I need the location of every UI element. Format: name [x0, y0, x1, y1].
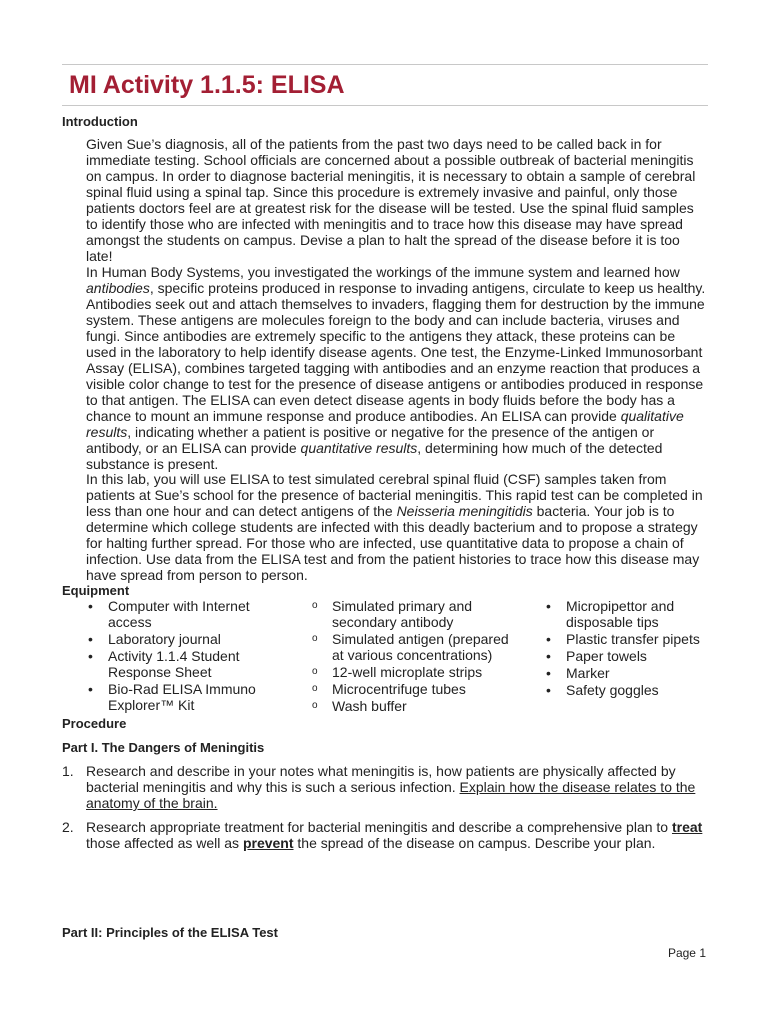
equipment-list-1	[86, 598, 276, 714]
equipment-item: • Plastic transfer pipets	[544, 631, 719, 647]
part-1-heading: Part I. The Dangers of Meningitis	[62, 740, 265, 755]
title-rule	[62, 105, 708, 106]
equipment-list-3	[544, 598, 719, 699]
term-neisseria: Neisseria meningitidis	[396, 503, 533, 519]
procedure-heading: Procedure	[62, 716, 127, 731]
equipment-item: o 12-well microplate strips	[310, 664, 515, 680]
step-number: 1.	[62, 763, 74, 779]
equipment-item: o Simulated antigen (prepared at various concentrations)	[310, 631, 515, 663]
intro-paragraph-2: In Human Body Systems, you investigated the workings of the immune system and learned how antibodies, specific proteins produced in response to invading antigens, circulate to keep us healthy. Antibodies seek out and attach themselves to invaders, flagging them for destruction by the immune system. These antigens are molecules foreign to the body and can include bacteria, viruses and fungi. Since antibodies are extremely specific to the antigens they attack, these proteins can be used in the laboratory to help identify disease agents. One test, the Enzyme-Linked Immunosorbant Assay (ELISA), combines targeted tagging with antibodies and an enzyme reaction that produces a visible color change to test for the presence of disease antigens or antibodies produced in response to that antigen. The ELISA can even detect disease agents in body fluids before the body has a chance to mount an immune response and produce antibodies. An ELISA can provide qualitative results, indicating whether a patient is positive or negative for the presence of the antigen or antibody, or an ELISA can provide quantitative results, determining how much of the detected substance is present.	[86, 264, 706, 472]
introduction-heading: Introduction	[62, 114, 138, 129]
step-number: 2.	[62, 819, 74, 835]
page-number: Page 1	[667, 946, 706, 960]
equipment-item: • Micropipettor and disposable tips	[544, 598, 719, 630]
equipment-item: • Safety goggles	[544, 682, 719, 698]
term-antibodies: antibodies	[86, 280, 150, 296]
intro-paragraph-1: Given Sue’s diagnosis, all of the patients from the past two days need to be called back in for immediate testing. School officials are concerned about a possible outbreak of bacterial meningitis on campus. In order to diagnose bacterial meningitis, it is necessary to obtain a sample of cerebral spinal fluid using a spinal tap. Since this procedure is extremely invasive and painful, only those patients doctors feel are at greatest risk for the disease will be tested. Use the spinal fluid samples to identify those who are infected with meningitis and to trace how this disease may have spread amongst the students on campus. Devise a plan to halt the spread of the disease before it is too late!	[86, 136, 696, 264]
procedure-step-1: 1. Research and describe in your notes what meningitis is, how patients are physically affected by bacterial meningitis and why this is such a serious infection. Explain how the disease relates to the anatomy of the brain.	[62, 763, 696, 811]
equipment-item: o Wash buffer	[310, 698, 515, 714]
term-qualitative-results: qualitative results	[86, 408, 684, 440]
equipment-item: • Laboratory journal	[86, 631, 276, 647]
step-1-emphasis: Explain how the disease relates to the anatomy of the brain.	[86, 779, 696, 811]
page-title: MI Activity 1.1.5: ELISA	[69, 71, 345, 99]
equipment-item: • Activity 1.1.4 Student Response Sheet	[86, 648, 276, 680]
term-quantitative-results: quantitative results	[300, 440, 418, 456]
emphasis-prevent: prevent	[242, 835, 294, 851]
equipment-item: • Paper towels	[544, 648, 719, 664]
equipment-item: • Bio-Rad ELISA Immuno Explorer™ Kit	[86, 681, 276, 713]
equipment-item: • Computer with Internet access	[86, 598, 276, 630]
equipment-item: • Marker	[544, 665, 719, 681]
top-rule	[62, 64, 708, 65]
intro-paragraph-3: In this lab, you will use ELISA to test simulated cerebral spinal fluid (CSF) samples taken from patients at Sue’s school for the presence of bacterial meningitis. This rapid test can be completed in less than one hour and can detect antigens of the Neisseria meningitidis bacteria. Your job is to determine which college students are infected with this deadly bacterium and to propose a strategy for halting further spread. For those who are infected, use quantitative data to propose a chain of infection. Use data from the ELISA test and from the patient histories to trace how this disease may have spread from person to person.	[86, 471, 703, 583]
emphasis-treat: treat	[671, 819, 703, 835]
equipment-item: o Simulated primary and secondary antibody	[310, 598, 515, 630]
part-2-heading: Part II: Principles of the ELISA Test	[62, 925, 278, 940]
equipment-item: o Microcentrifuge tubes	[310, 681, 515, 697]
equipment-heading: Equipment	[62, 583, 130, 598]
procedure-step-2: 2. Research appropriate treatment for bacterial meningitis and describe a comprehensive plan to treat those affected as well as prevent the spread of the disease on campus. Describe your plan.	[62, 819, 703, 851]
equipment-list-2	[310, 598, 515, 715]
